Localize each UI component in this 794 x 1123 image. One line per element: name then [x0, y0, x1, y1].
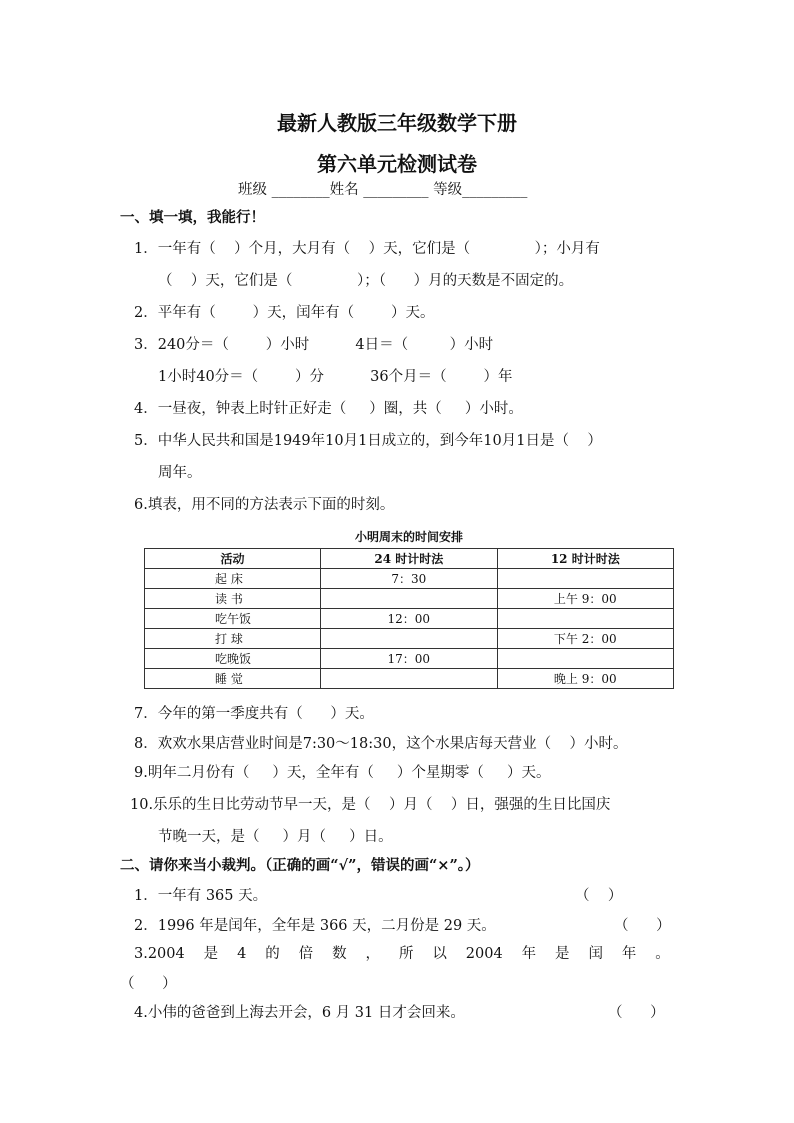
question-4: 4．一昼夜，钟表上时针正好走（ ）圈，共（ ）小时。 — [134, 401, 523, 417]
question-10-line-2: 节晚一天，是（ ）月（ ）日。 — [158, 829, 393, 845]
judgment-3-word: 倍 — [298, 946, 314, 962]
time-24h-cell — [321, 669, 498, 689]
judgment-2: 2．1996 年是闰年，全年是 366 天，二月份是 29 天。 — [134, 918, 496, 934]
question-8: 8．欢欢水果店营业时间是7:30～18:30，这个水果店每天营业（ ）小时。 — [134, 736, 628, 752]
question-1-line-1: 1．一年有（ ）个月，大月有（ ）天，它们是（ ）；小月有 — [134, 241, 600, 257]
judgment-3-word: 数 — [332, 946, 347, 962]
judgment-3-answer-parens: （ ） — [120, 976, 177, 992]
section1-heading: 一、填一填，我能行！ — [120, 209, 265, 226]
student-info-fields: 班级 ________姓名 _________ 等级_________ — [238, 182, 528, 198]
question-3-line-2: 1小时40分＝（ ）分 36个月＝（ ）年 — [158, 369, 513, 385]
question-5-line-1: 5．中华人民共和国是1949年10月1日成立的，到今年10月1日是（ ） — [134, 433, 602, 449]
judgment-3-word: 是 — [203, 946, 219, 962]
activity-cell: 睡 觉 — [145, 669, 321, 689]
table-row — [145, 569, 674, 589]
judgment-4-answer-parens: （ ） — [608, 1005, 665, 1021]
judgment-3-word: 所 — [398, 946, 414, 962]
time-12h-cell — [497, 649, 673, 669]
question-1-line-2: （ ）天，它们是（ ）；（ ）月的天数是不固定的。 — [158, 273, 574, 289]
judgment-3-word: 是 — [555, 946, 570, 962]
question-6: 6.填表，用不同的方法表示下面的时刻。 — [134, 497, 395, 513]
table-header-activity: 活动 — [145, 549, 321, 569]
time-24h-cell: 17：00 — [321, 649, 498, 669]
table-row — [145, 649, 674, 669]
time-12h-cell — [497, 609, 673, 629]
exam-title: 最新人教版三年级数学下册 — [277, 111, 517, 135]
activity-cell: 打 球 — [145, 629, 321, 649]
table-row — [145, 589, 674, 609]
judgment-3-word: 3.2004 — [134, 946, 185, 962]
judgment-3-word: ， — [365, 946, 381, 962]
judgment-3-word: 4 — [237, 946, 247, 962]
judgment-2-answer-parens: （ ） — [614, 918, 671, 934]
time-24h-cell — [321, 589, 498, 609]
time-12h-cell: 下午 2：00 — [497, 629, 673, 649]
table-row — [145, 669, 674, 689]
schedule-table — [144, 548, 674, 689]
table-header-24h: 24 时计时法 — [321, 549, 498, 569]
judgment-3-word: 年 — [621, 946, 637, 962]
activity-cell: 吃午饭 — [145, 609, 321, 629]
judgment-3-word: 年 — [521, 946, 537, 962]
judgment-3-word: 。 — [655, 946, 670, 962]
judgment-3-word: 闰 — [588, 946, 603, 962]
judgment-3-word: 以 — [432, 946, 447, 962]
time-24h-cell: 12：00 — [321, 609, 498, 629]
judgment-3 — [134, 945, 670, 963]
activity-cell: 起 床 — [145, 569, 321, 589]
activity-cell: 读 书 — [145, 589, 321, 609]
question-5-line-2: 周年。 — [158, 465, 202, 481]
judgment-1-answer-parens: （ ） — [575, 888, 623, 904]
question-7: 7．今年的第一季度共有（ ）天。 — [134, 706, 374, 722]
question-2: 2．平年有（ ）天，闰年有（ ）天。 — [134, 305, 435, 321]
question-9: 9.明年二月份有（ ）天，全年有（ ）个星期零（ ）天。 — [134, 765, 551, 781]
table-caption: 小明周末的时间安排 — [354, 530, 463, 544]
time-12h-cell: 晚上 9：00 — [497, 669, 673, 689]
time-24h-cell: 7：30 — [321, 569, 498, 589]
question-3-line-1: 3．240分＝（ ）小时 4日＝（ ）小时 — [134, 337, 494, 353]
exam-subtitle: 第六单元检测试卷 — [317, 152, 477, 176]
table-header-12h: 12 时计时法 — [497, 549, 673, 569]
time-12h-cell — [497, 569, 673, 589]
question-10-line-1: 10.乐乐的生日比劳动节早一天，是（ ）月（ ）日，强强的生日比国庆 — [130, 797, 611, 813]
table-row — [145, 629, 674, 649]
judgment-3-word: 2004 — [465, 946, 503, 962]
activity-cell: 吃晚饭 — [145, 649, 321, 669]
judgment-4: 4.小伟的爸爸到上海去开会，6 月 31 日才会回来。 — [134, 1005, 465, 1021]
table-row — [145, 609, 674, 629]
judgment-3-word: 的 — [265, 946, 280, 962]
judgment-1: 1．一年有 365 天。 — [134, 888, 268, 904]
section2-heading: 二、请你来当小裁判。（正确的画“√”，错误的画“×”。） — [120, 857, 480, 874]
time-12h-cell: 上午 9：00 — [497, 589, 673, 609]
time-24h-cell — [321, 629, 498, 649]
